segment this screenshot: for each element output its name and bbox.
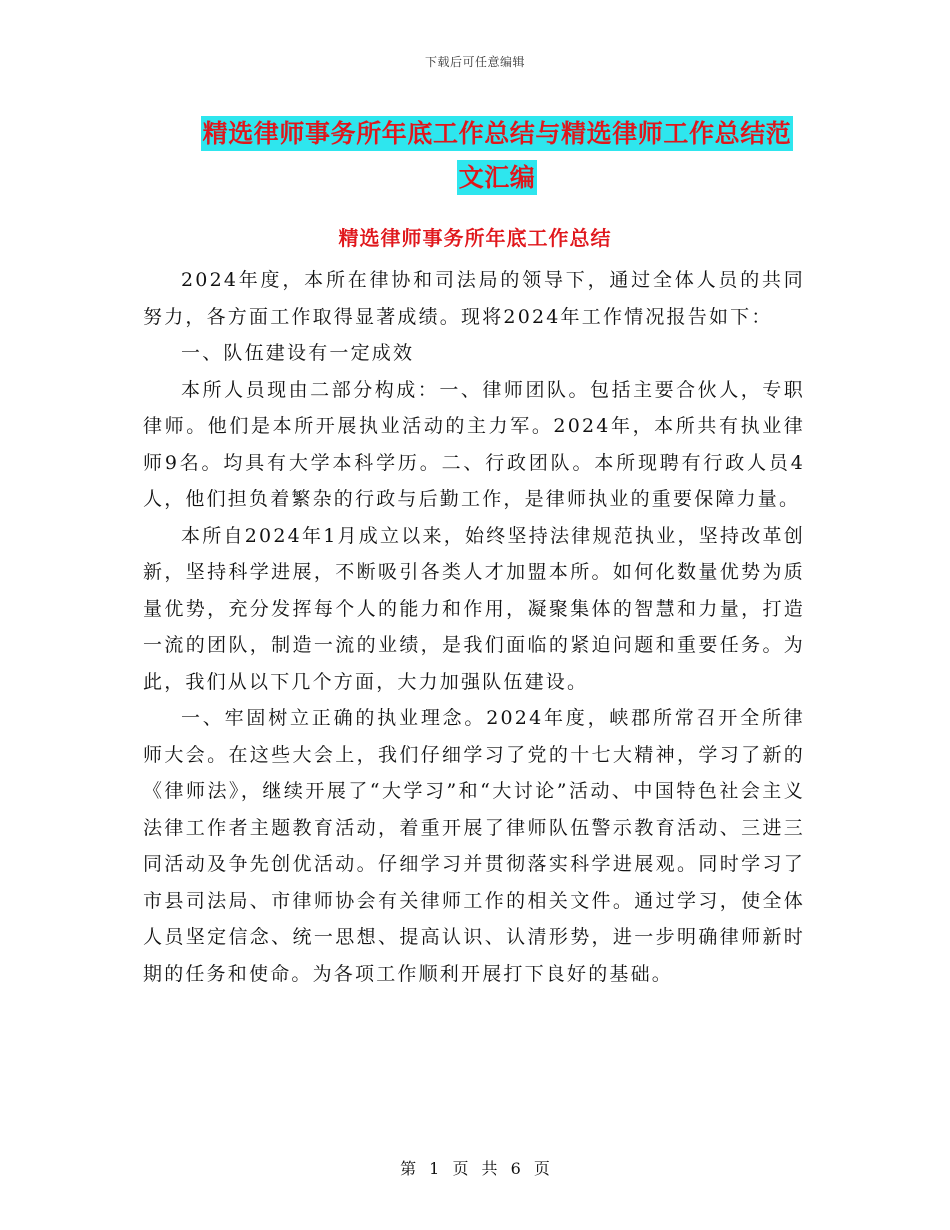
document-main-title xyxy=(192,112,802,200)
main-title-highlight: 精选律师事务所年底工作总结与精选律师工作总结范文汇编 xyxy=(201,116,794,195)
paragraph: 一、牢固树立正确的执业理念。2024年度，峡郡所常召开全所律师大会。在这些大会上，我们仔细学习了党的十七大精神，学习了新的《律师法》，继续开展了“大学习”和“大讨论”活动、中国特色社会主义法律工作者主题教育活动，着重开展了律师队伍警示教育活动、三进三同活动及争先创优活动。仔细学习并贯彻落实科学进展观。同时学习了市县司法局、市律师协会有关律师工作的相关文件。通过学习，使全体人员坚定信念、统一思想、提高认识、认清形势，进一步明确律师新时期的任务和使命。为各项工作顺利开展打下良好的基础。 xyxy=(143,707,805,985)
paragraph: 本所人员现由二部分构成：一、律师团队。包括主要合伙人，专职律师。他们是本所开展执业活动的主力军。2024年，本所共有执业律师9名。均具有大学本科学历。二、行政团队。本所现聘有行政人员4人，他们担负着繁杂的行政与后勤工作，是律师执业的重要保障力量。 xyxy=(143,378,805,510)
section-title: 精选律师事务所年底工作总结 xyxy=(338,226,612,250)
paragraph-heading: 一、队伍建设有一定成效 xyxy=(181,342,415,364)
paragraph: 本所自2024年1月成立以来，始终坚持法律规范执业，坚持改革创新，坚持科学进展，不断吸引各类人才加盟本所。如何化数量优势为质量优势，充分发挥每个人的能力和作用，凝聚集体的智慧和力量，打造一流的团队，制造一流的业绩，是我们面临的紧迫问题和重要任务。为此，我们从以下几个方面，大力加强队伍建设。 xyxy=(143,524,805,693)
paragraph: 2024年度，本所在律协和司法局的领导下，通过全体人员的共同努力，各方面工作取得显著成绩。现将2024年工作情况报告如下： xyxy=(143,269,805,328)
document-body xyxy=(143,262,805,992)
page-footer: 第 1 页 共 6 页 xyxy=(400,1159,550,1178)
header-note: 下载后可任意编辑 xyxy=(424,55,525,69)
